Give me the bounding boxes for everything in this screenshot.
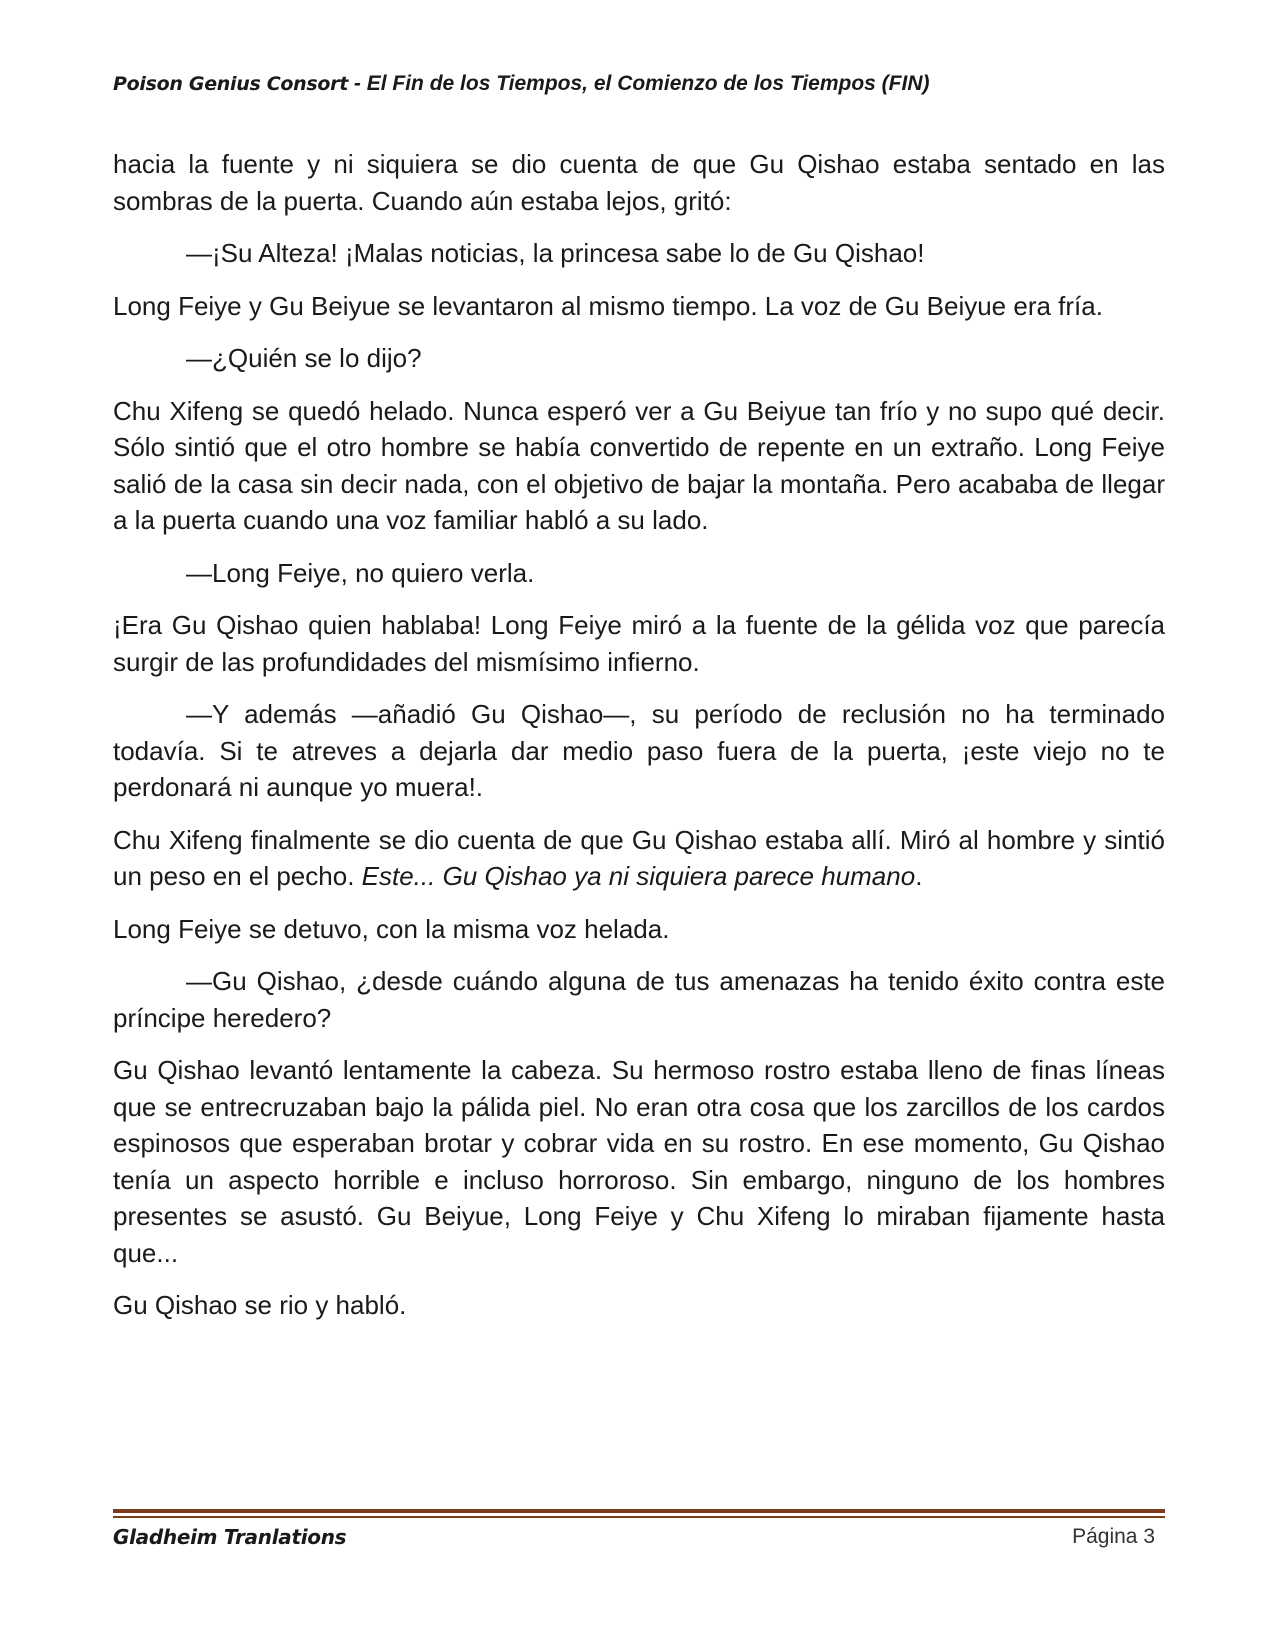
paragraph: Chu Xifeng se quedó helado. Nunca esperó ver a Gu Beiyue tan frío y no supo qué decir. Sólo sintió que el otro hombre se había convertido de repente en un extraño. Long Feiye salió de la casa sin decir nada, con el objetivo de bajar la montaña. Pero acababa de llegar a la puerta cuando una voz familiar habló a su lado.	[113, 395, 1165, 535]
publisher-name: Gladheim Tranlations	[113, 1525, 347, 1549]
dialogue-paragraph: —Gu Qishao, ¿desde cuándo alguna de tus amenazas ha tenido éxito contra este príncipe heredero?	[113, 966, 1165, 1033]
header-separator: -	[348, 72, 367, 95]
book-title: Poison Genius Consort	[113, 73, 349, 95]
page-body	[113, 146, 1165, 1340]
page-number: Página 3	[1072, 1525, 1155, 1548]
paragraph: Gu Qishao levantó lentamente la cabeza. Su hermoso rostro estaba lleno de finas líneas que se entrecruzaban bajo la pálida piel. No eran otra cosa que los zarcillos de los cardos espinosos que esperaban brotar y cobrar vida en su rostro. En ese momento, Gu Qishao tenía un aspecto horrible e incluso horroroso. Sin embargo, ninguno de los hombres presentes se asustó. Gu Beiyue, Long Feiye y Chu Xifeng lo miraban fijamente hasta que...	[113, 1055, 1165, 1268]
page-header	[113, 72, 930, 96]
italic-thought: Este... Gu Qishao ya ni siquiera parece humano	[361, 861, 916, 891]
paragraph-text: Chu Xifeng finalmente se dio cuenta de que Gu Qishao estaba allí. Miró al hombre y sintió un peso en el pecho.	[113, 824, 1165, 891]
dialogue-paragraph: —Y además —añadió Gu Qishao—, su período de reclusión no ha terminado todavía. Si te atreves a dejarla dar medio paso fuera de la puerta, ¡este viejo no te perdonará ni aunque yo muera!.	[113, 699, 1165, 802]
dialogue-paragraph: —¿Quién se lo dijo?	[186, 343, 422, 373]
dialogue-paragraph: —Long Feiye, no quiero verla.	[186, 557, 535, 588]
paragraph: Long Feiye se detuvo, con la misma voz helada.	[113, 913, 670, 944]
paragraph: hacia la fuente y ni siquiera se dio cuenta de que Gu Qishao estaba sentado en las sombras de la puerta. Cuando aún estaba lejos, gritó:	[113, 149, 1165, 216]
chapter-title: El Fin de los Tiempos, el Comienzo de los Tiempos (FIN)	[366, 72, 930, 95]
dialogue-paragraph: —¡Su Alteza! ¡Malas noticias, la princesa sabe lo de Gu Qishao!	[186, 238, 925, 268]
paragraph: ¡Era Gu Qishao quien hablaba! Long Feiye miró a la fuente de la gélida voz que parecía surgir de las profundidades del mismísimo infierno.	[113, 610, 1165, 677]
paragraph: Gu Qishao se rio y habló.	[113, 1290, 407, 1320]
paragraph-end: .	[915, 861, 923, 891]
footer-rule	[113, 1509, 1165, 1513]
footer-rule-thin	[113, 1516, 1165, 1518]
paragraph	[113, 822, 1165, 895]
paragraph: Long Feiye y Gu Beiyue se levantaron al mismo tiempo. La voz de Gu Beiyue era fría.	[113, 290, 1103, 321]
